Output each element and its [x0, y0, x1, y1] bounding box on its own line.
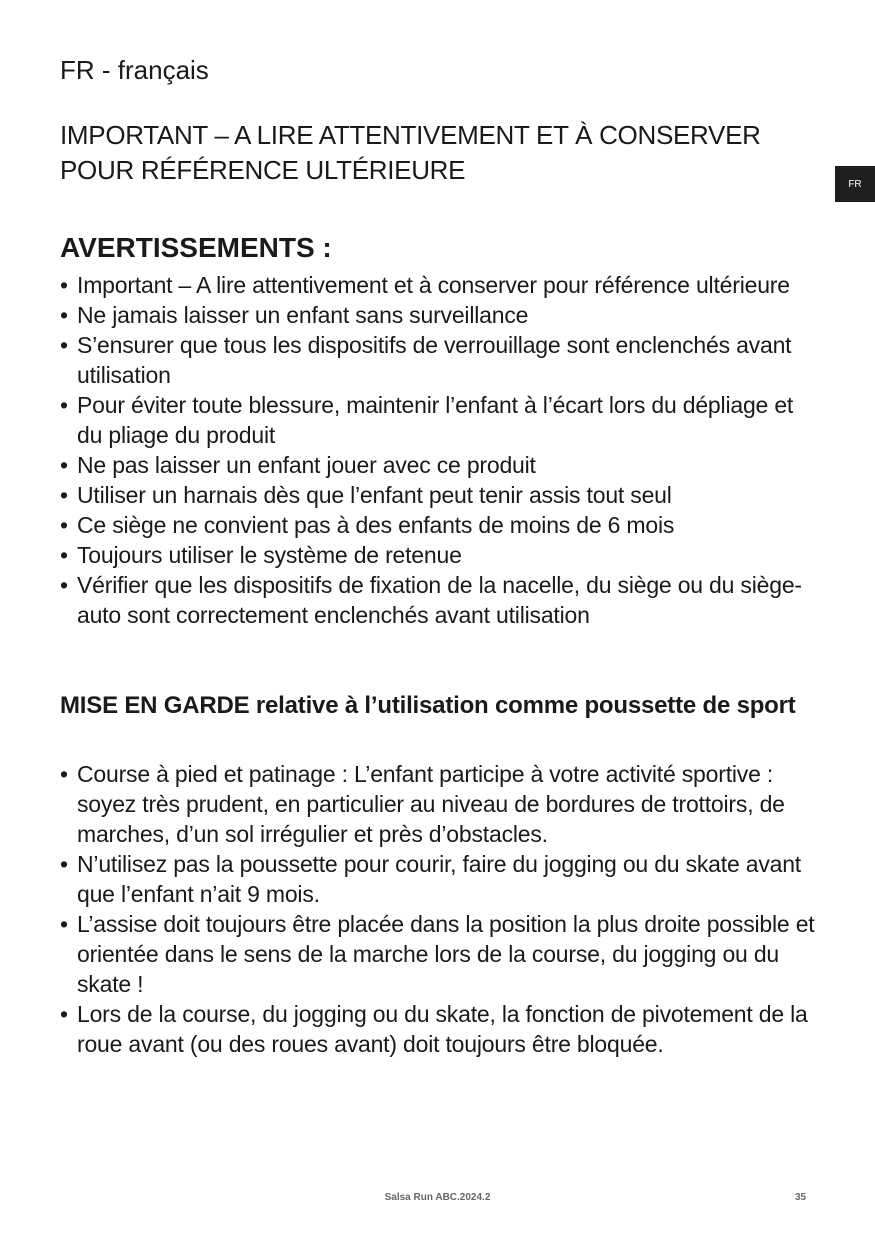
bullet-icon: • [60, 851, 68, 877]
sport-warning-list [60, 759, 820, 1059]
bullet-icon: • [60, 911, 68, 937]
list-item [60, 270, 820, 300]
sport-warning-heading: MISE EN GARDE relative à l’utilisation comme poussette de sport [60, 692, 796, 719]
bullet-icon: • [60, 482, 68, 508]
page-number: 35 [795, 1192, 807, 1203]
list-item-text: Utiliser un harnais dès que l’enfant peut tenir assis tout seul [77, 482, 672, 508]
list-item-text: Important – A lire attentivement et à conserver pour référence ultérieure [77, 272, 790, 298]
list-item [60, 330, 820, 390]
language-title: FR - français [60, 55, 209, 85]
bullet-icon: • [60, 302, 68, 328]
list-item-text: Ne pas laisser un enfant jouer avec ce produit [77, 452, 536, 478]
list-item [60, 909, 820, 999]
bullet-icon: • [60, 392, 68, 418]
list-item [60, 570, 820, 630]
list-item [60, 510, 820, 540]
list-item-text: Toujours utiliser le système de retenue [77, 542, 462, 568]
list-item [60, 999, 820, 1059]
list-item-text: S’ensurer que tous les dispositifs de verrouillage sont enclenchés avant utilisation [77, 332, 792, 388]
list-item-text: Vérifier que les dispositifs de fixation de la nacelle, du siège ou du siège-auto sont correctement enclenchés avant utilisation [77, 572, 802, 628]
bullet-icon: • [60, 512, 68, 538]
list-item-text: L’assise doit toujours être placée dans la position la plus droite possible et orientée dans le sens de la marche lors de la course, du jogging ou du skate ! [77, 911, 815, 997]
warnings-list [60, 270, 820, 630]
list-item [60, 759, 820, 849]
list-item-text: Lors de la course, du jogging ou du skate, la fonction de pivotement de la roue avant (ou des roues avant) doit toujours être bloquée. [77, 1001, 808, 1057]
document-code: Salsa Run ABC.2024.2 [384, 1192, 491, 1203]
bullet-icon: • [60, 452, 68, 478]
bullet-icon: • [60, 272, 68, 298]
list-item-text: Course à pied et patinage : L’enfant participe à votre activité sportive : soyez très prudent, en particulier au niveau de bordures de trottoirs, de marches, d’un sol irrégulier et près d’obstacles. [77, 761, 785, 847]
bullet-icon: • [60, 542, 68, 568]
list-item-text: Ce siège ne convient pas à des enfants de moins de 6 mois [77, 512, 675, 538]
important-notice: IMPORTANT – A LIRE ATTENTIVEMENT ET À CONSERVER POUR RÉFÉRENCE ULTÉRIEURE [60, 120, 761, 185]
bullet-icon: • [60, 1001, 68, 1027]
list-item-text: N’utilisez pas la poussette pour courir, faire du jogging ou du skate avant que l’enfant n’ait 9 mois. [77, 851, 801, 907]
list-item [60, 390, 820, 450]
list-item [60, 480, 820, 510]
list-item-text: Ne jamais laisser un enfant sans surveillance [77, 302, 529, 328]
warnings-heading: AVERTISSEMENTS : [60, 232, 332, 263]
bullet-icon: • [60, 761, 68, 787]
bullet-icon: • [60, 572, 68, 598]
bullet-icon: • [60, 332, 68, 358]
list-item-text: Pour éviter toute blessure, maintenir l’enfant à l’écart lors du dépliage et du pliage du produit [77, 392, 794, 448]
list-item [60, 540, 820, 570]
language-tab: FR [835, 166, 875, 202]
list-item [60, 450, 820, 480]
list-item [60, 849, 820, 909]
list-item [60, 300, 820, 330]
